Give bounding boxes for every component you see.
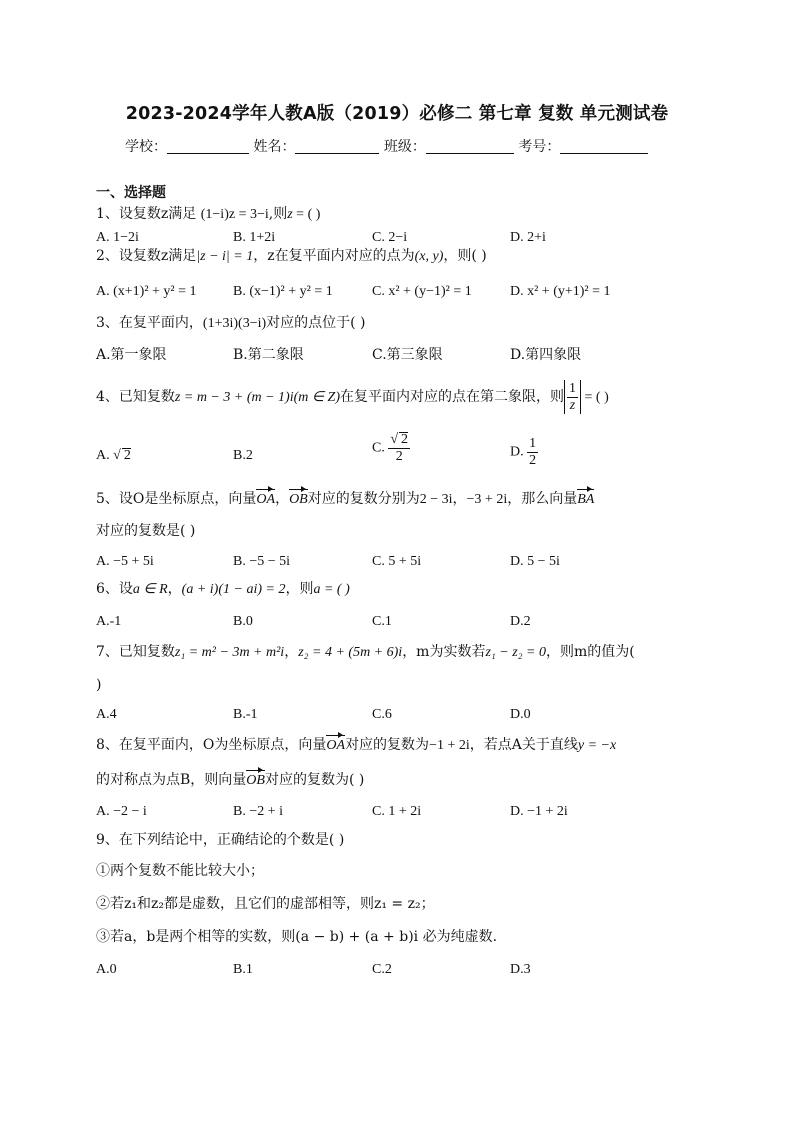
q8-math-b: y = −x: [577, 738, 617, 753]
q6-text-a: 6、设: [96, 581, 133, 597]
question-4-stem: [96, 380, 609, 415]
name-blank[interactable]: [295, 139, 379, 154]
number-blank[interactable]: [560, 139, 648, 154]
q1-option-d[interactable]: D. 2+i: [510, 230, 546, 245]
q8-line2-b: 对应的复数为( ): [264, 772, 365, 788]
q6-sep: ，: [167, 581, 182, 597]
q1-option-b[interactable]: B. 1+2i: [233, 230, 276, 245]
q7-text-b: ，m为实数若: [402, 644, 486, 660]
q1-math-a: (1−i)z = 3−i: [200, 207, 269, 222]
q9-option-b[interactable]: B.1: [233, 962, 253, 977]
q4-text-c: = ( ): [581, 390, 609, 405]
q1-text-c: = ( ): [292, 207, 321, 222]
q3-option-b[interactable]: B.第二象限: [233, 347, 304, 363]
q1-math-b: z: [287, 207, 293, 222]
q6-math-a: a ∈ R: [132, 582, 168, 597]
q5-option-a[interactable]: A. −5 + 5i: [96, 554, 154, 569]
q8-math-a: −1 + 2i: [429, 738, 470, 753]
q5-text-a: 5、设O是坐标原点，向量: [96, 491, 257, 507]
q2-text-a: 2、设复数z满足: [96, 248, 197, 264]
q3-text-b: 对应的点位于( ): [266, 315, 366, 331]
q2-math-b: (x, y): [414, 249, 444, 264]
q8-text-a: 8、在复平面内，O为坐标原点，向量: [96, 737, 327, 753]
q9-option-d[interactable]: D.3: [510, 962, 531, 977]
q6-math-b: (a + i)(1 − ai) = 2: [181, 582, 286, 597]
q2-option-a[interactable]: A. (x+1)² + y² = 1: [96, 284, 197, 299]
q7-option-a[interactable]: A.4: [96, 707, 117, 722]
q3-option-a[interactable]: A.第一象限: [96, 347, 167, 363]
q5-text-c: ，那么向量: [507, 491, 578, 507]
class-label: 班级：: [383, 139, 426, 155]
q9-option-a[interactable]: A.0: [96, 962, 117, 977]
q8-option-d[interactable]: D. −1 + 2i: [510, 804, 568, 819]
q2-text-b: ，z在复平面内对应的点为: [253, 248, 415, 264]
q4-frac-den: z: [569, 397, 576, 413]
q8-option-b[interactable]: B. −2 + i: [233, 804, 284, 819]
q8-option-a[interactable]: A. −2 − i: [96, 804, 147, 819]
q7-math-c: z₁ − z₂ = 0: [485, 645, 546, 660]
q7-sep: ，: [284, 644, 299, 660]
q5-option-d[interactable]: D. 5 − 5i: [510, 554, 560, 569]
q7-text-c: ，则m的值为(: [546, 644, 635, 660]
school-label: 学校：: [125, 139, 167, 155]
vector-ob-q8: OB: [246, 773, 265, 788]
q5-math-b: −3 + 2i: [466, 492, 508, 507]
q4-option-b[interactable]: B.2: [233, 448, 253, 463]
q3-text-a: 3、在复平面内，: [96, 315, 203, 331]
q2-option-b[interactable]: B. (x−1)² + y² = 1: [233, 284, 333, 299]
q2-option-d[interactable]: D. x² + (y+1)² = 1: [510, 284, 611, 299]
q5-sep-b: ，: [452, 491, 467, 507]
q6-option-d[interactable]: D.2: [510, 614, 531, 629]
q5-math-a: 2 − 3i: [419, 492, 453, 507]
question-2-stem: [96, 247, 487, 266]
q7-option-b[interactable]: B.-1: [233, 707, 258, 722]
q4-frac-num: 1: [569, 380, 577, 396]
question-7-stem-line2: ): [96, 677, 102, 693]
section-heading: 一、选择题: [96, 185, 166, 201]
q8-text-c: ，若点A关于直线: [469, 737, 578, 753]
q5-sep-a: ，: [275, 491, 290, 507]
q4-abs: [564, 380, 581, 414]
class-blank[interactable]: [426, 139, 514, 154]
question-8-stem: [96, 736, 616, 755]
q4-text-a: 4、已知复数: [96, 389, 175, 405]
question-7-stem: [96, 643, 635, 662]
q8-text-b: 对应的复数为: [345, 737, 430, 753]
q3-option-d[interactable]: D.第四象限: [510, 347, 582, 363]
q7-math-b: z₂ = 4 + (5m + 6)i: [298, 645, 403, 660]
question-8-stem-line2: [96, 771, 364, 790]
number-label: 考号：: [518, 139, 561, 155]
question-5-stem: [96, 490, 594, 509]
q5-text-b: 对应的复数分别为: [307, 491, 420, 507]
q6-option-a[interactable]: A.-1: [96, 614, 122, 629]
vector-oa: OA: [256, 492, 276, 507]
q9-statement-2: ②若z₁和z₂都是虚数，且它们的虚部相等，则z₁ = z₂；: [96, 896, 435, 912]
q9-option-c[interactable]: C.2: [372, 962, 392, 977]
q8-line2-a: 的对称点为点B，则向量: [96, 772, 247, 788]
q4-option-c[interactable]: C. $\frac{√ 2}{2}$: [372, 432, 409, 464]
q7-text-a: 7、已知复数: [96, 644, 175, 660]
q2-text-c: ，则( ): [443, 248, 487, 264]
q2-option-c[interactable]: C. x² + (y−1)² = 1: [372, 284, 472, 299]
name-label: 姓名：: [253, 139, 296, 155]
q1-option-c[interactable]: C. 2−i: [372, 230, 408, 245]
q6-option-b[interactable]: B.0: [233, 614, 253, 629]
q2-math-a: |z − i| = 1: [196, 249, 254, 264]
q6-option-c[interactable]: C.1: [372, 614, 392, 629]
q6-math-c: a = ( ): [313, 582, 350, 597]
question-6-stem: [96, 580, 350, 599]
q7-option-c[interactable]: C.6: [372, 707, 392, 722]
q3-math-a: (1+3i)(3−i): [202, 316, 267, 331]
question-5-stem-line2: 对应的复数是( ): [96, 523, 196, 539]
q9-statement-1: ①两个复数不能比较大小；: [96, 863, 264, 879]
question-3-stem: [96, 314, 366, 333]
school-blank[interactable]: [167, 139, 249, 154]
q4-math-a: z = m − 3 + (m − 1)i(m ∈ Z): [174, 390, 341, 405]
q9-statement-3: ③若a，b是两个相等的实数，则(a − b) + (a + b)i 必为纯虚数.: [96, 929, 498, 945]
q7-math-a: z₁ = m² − 3m + m²i: [174, 645, 285, 660]
q6-text-b: ，则: [285, 581, 314, 597]
vector-ob: OB: [289, 492, 308, 507]
question-1-stem: [96, 205, 320, 224]
student-info-line: [125, 136, 648, 156]
question-9-stem: 9、在下列结论中，正确结论的个数是( ): [96, 832, 345, 848]
vector-oa-q8: OA: [326, 738, 346, 753]
q4-option-a[interactable]: A. √ 2: [96, 448, 131, 463]
vector-ba: BA: [577, 492, 595, 507]
q5-option-b[interactable]: B. −5 − 5i: [233, 554, 291, 569]
q5-option-c[interactable]: C. 5 + 5i: [372, 554, 422, 569]
q7-option-d[interactable]: D.0: [510, 707, 531, 722]
q1-text-a: 1、设复数z满足: [96, 206, 197, 222]
page-title: 2023-2024学年人教A版（2019）必修二 第七章 复数 单元测试卷: [125, 104, 669, 124]
q8-option-c[interactable]: C. 1 + 2i: [372, 804, 422, 819]
q4-option-d[interactable]: D. $\frac{1}{2}$: [510, 436, 537, 468]
q1-option-a[interactable]: A. 1−2i: [96, 230, 139, 245]
q3-option-c[interactable]: C.第三象限: [372, 347, 443, 363]
q1-text-b: ,则: [268, 206, 288, 222]
q4-text-b: 在复平面内对应的点在第二象限，则: [340, 389, 565, 405]
